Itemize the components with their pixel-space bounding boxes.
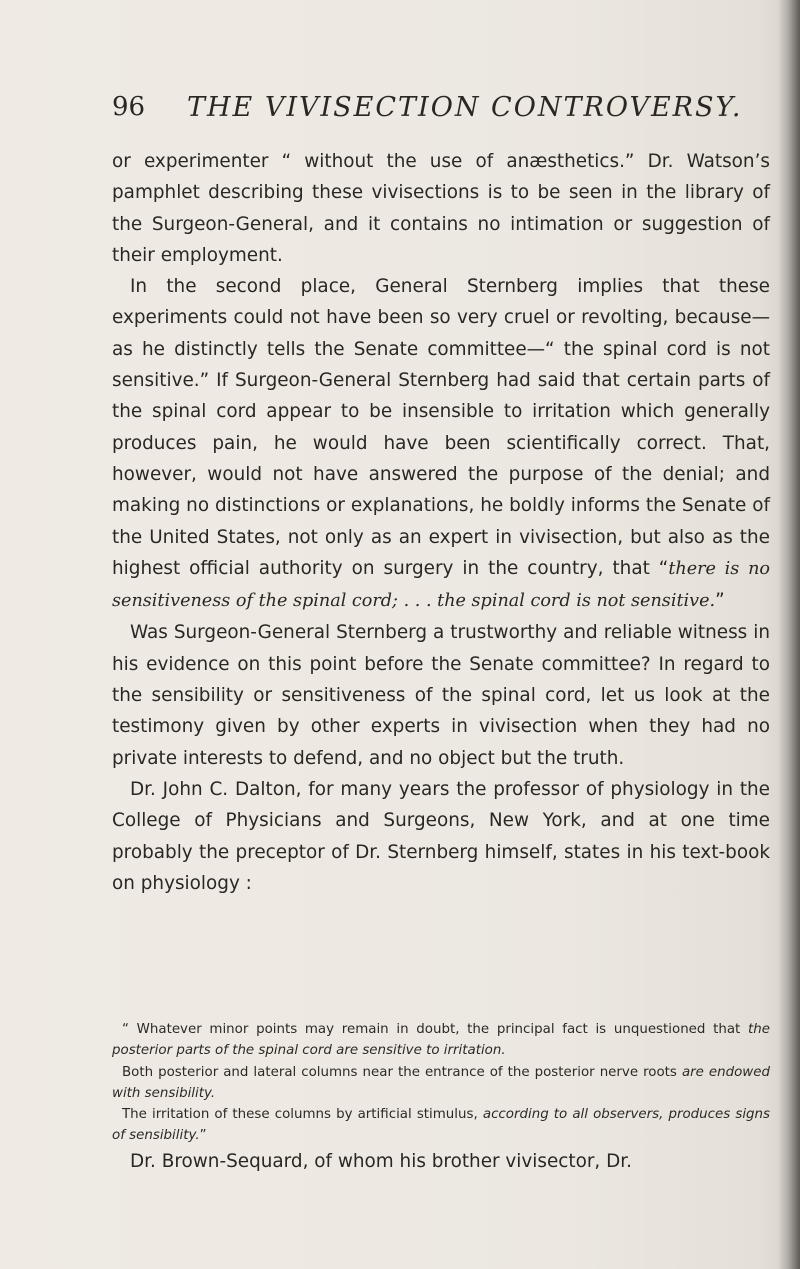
page-binding-shadow: [778, 0, 800, 1269]
quote-paragraph: [112, 1062, 770, 1105]
paragraph-trustworthy: Was Surgeon-General Sternberg a trustworthy and reliable witness in his evidence on this point before the Senate committee? In regard to the sensibility or sensitiveness of the spinal cord, let us look at the testimony given by other experts in vivisection when they had no private interests to defend, and no object but the truth.: [112, 622, 770, 769]
quote-italic: according to all observers, produces signs of sensibility.: [112, 1107, 771, 1144]
italic-quotation: there is no sensitiveness of the spinal cord; . . . the spinal cord is not sensitive.: [112, 558, 770, 612]
quote-text: “ Whatever minor points may remain in doubt, the principal fact is unquestioned that: [122, 1022, 741, 1037]
closing-quote: ”: [199, 1128, 207, 1144]
main-text: [112, 146, 770, 899]
quote-paragraph: [112, 1019, 770, 1062]
running-title: THE VIVISECTION CONTROVERSY.: [187, 92, 743, 123]
quote-text: The irritation of these columns by artificial stimulus,: [122, 1107, 478, 1123]
quote-italic: the posterior parts of the spinal cord are sensitive to irritation.: [112, 1022, 770, 1059]
block-quote: [112, 1019, 770, 1147]
closing-quote: ”: [715, 590, 725, 612]
quote-paragraph: [112, 1104, 770, 1147]
quote-italic: are endowed with sensibility.: [112, 1064, 770, 1101]
paragraph-brown-sequard: Dr. Brown-Sequard, of whom his brother vivisector, Dr.: [130, 1151, 633, 1172]
paragraph-text: In the second place, General Sternberg implies that these experiments could not have been so very cruel or revolting, because—as he distinctly tells the Senate committee—“ the spinal cord is not sensitive.” If Surgeon-General Sternberg had said that certain parts of the spinal cord appear to be insensible to irritation which generally produces pain, he would have been scientifically correct. That, however, would not have answered the purpose of the denial; and making no distinctions or explanations, he boldly informs the Senate of the United States, not only as an expert in vivisection, but also as the highest official authority on surgery in the country, that “: [112, 276, 770, 579]
page-number: 96: [112, 92, 146, 122]
paragraph-second-place: [112, 271, 770, 617]
running-header: [112, 92, 772, 132]
paragraph-dalton: Dr. John C. Dalton, for many years the professor of physiology in the College of Physicians and Surgeons, New York, and at one time probably the preceptor of Dr. Sternberg himself, states in his text-book on physiology :: [112, 778, 770, 894]
quote-text: Both posterior and lateral columns near the entrance of the posterior nerve roots: [122, 1064, 677, 1080]
paragraph-continuation: or experimenter “ without the use of anæsthetics.” Dr. Watson’s pamphlet describing these vivisections is to be seen in the library of the Surgeon-General, and it contains no intimation or suggestion of their employment.: [112, 151, 770, 266]
